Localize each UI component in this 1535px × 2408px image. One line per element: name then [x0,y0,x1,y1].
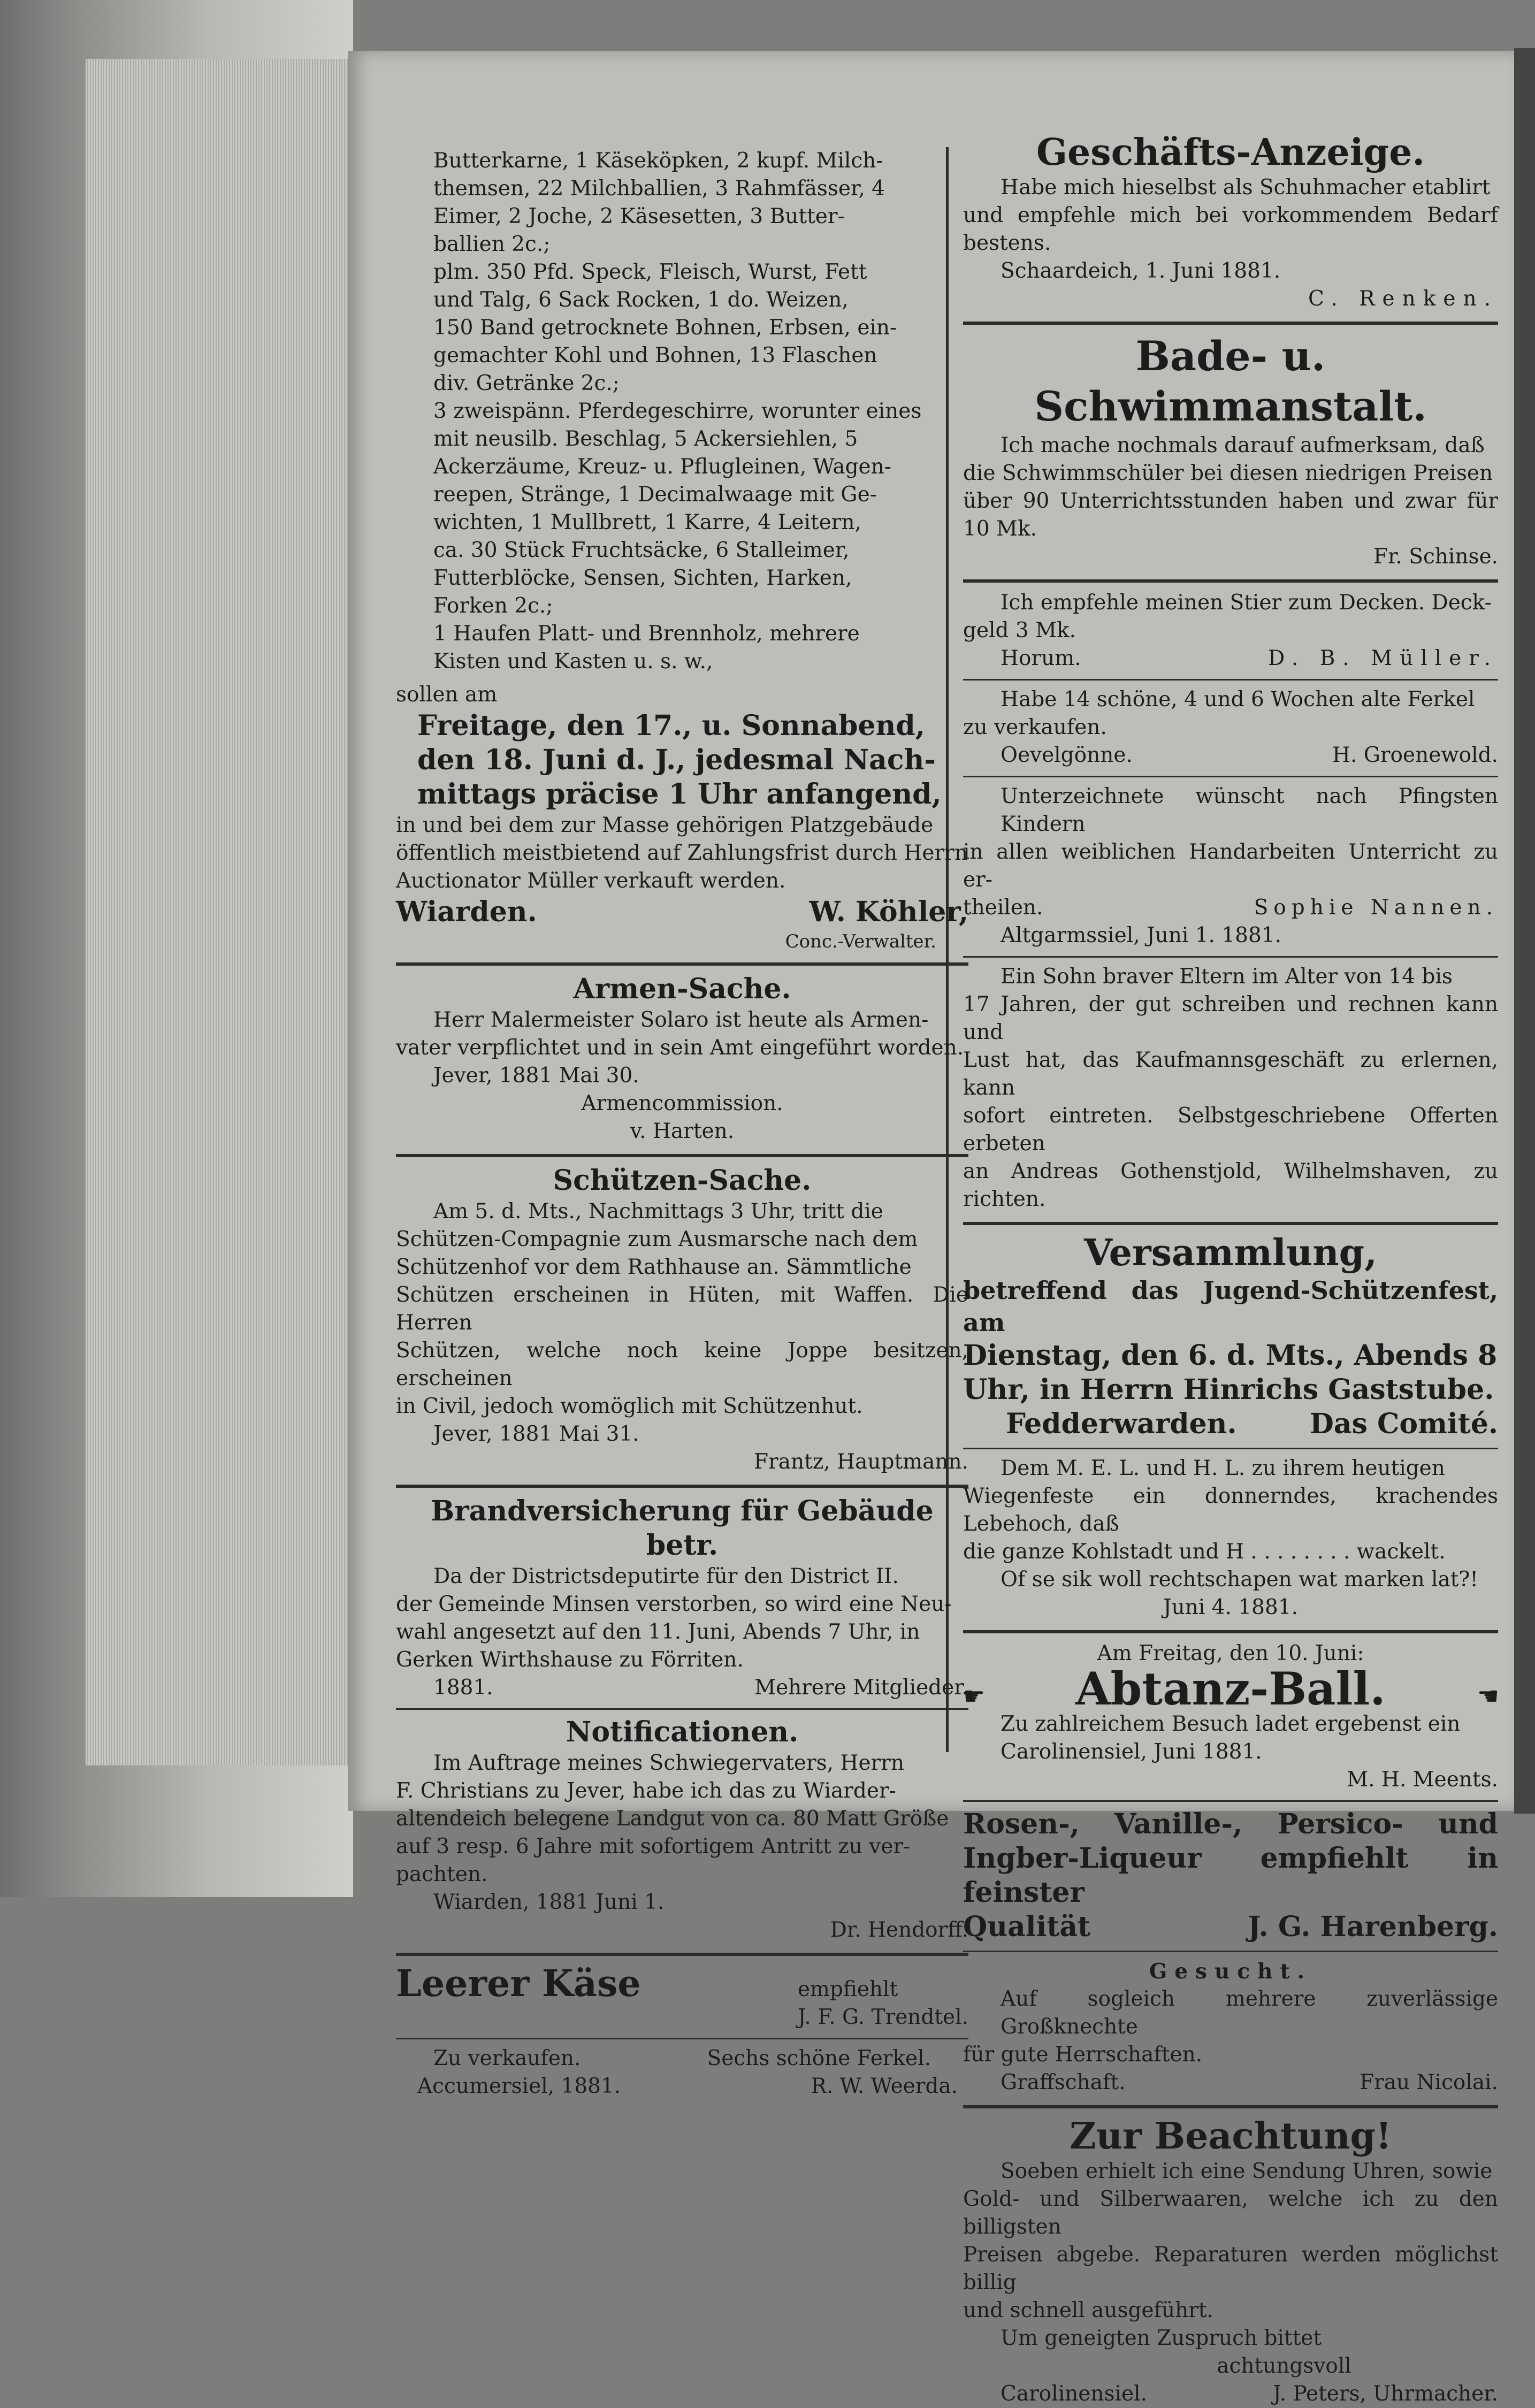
ferkel2-footer [963,741,1498,769]
ball-ad [963,1640,1498,1794]
brand-title: Brandversicherung für Gebäude betr. [431,1495,934,1562]
brand-signer: Mehrere Mitglieder. [754,1676,968,1700]
text-line: div. Getränke 2c.; [433,371,620,395]
text-line: 150 Band getrocknete Bohnen, Erbsen, ein- [433,316,897,340]
text-line: Auctionator Müller verkauft werden. [396,869,786,893]
beachtung-title: Zur Beachtung! [1070,2115,1392,2158]
notif-date: Wiarden, 1881 Juni 1. [433,1890,665,1914]
text-line: geld 3 Mk. [963,618,1076,643]
beachtung-closing: Um geneigten Zuspruch bittet [1001,2326,1322,2350]
text-line: Dem M. E. L. und H. L. zu ihrem heutigen [1001,1456,1445,1480]
likoer-signer: J. G. Harenberg. [1248,1910,1498,1943]
text-line: plm. 350 Pfd. Speck, Fleisch, Wurst, Fett [433,260,867,284]
beachtung-ad [963,2115,1498,2408]
ferkel-place: Accumersiel, 1881. [417,2074,621,2098]
geschaeft-signer: C. Renken. [1308,287,1498,311]
text-line: ca. 30 Stück Fruchtsäcke, 6 Stalleimer, [433,538,850,562]
text-line: Lust hat, das Kaufmannsgeschäft zu erlernen, kann [963,1048,1498,1100]
sale-signature [396,895,968,929]
kaese-right [798,1976,968,2031]
sale-signer-title: Conc.-Verwalter. [785,931,936,952]
geschaeft-ad [963,131,1498,313]
text-line: wahl angesetzt auf den 11. Juni, Abends 7 Uhr, in [396,1620,920,1644]
beachtung-place: Carolinensiel. [1001,2382,1147,2406]
sale-dates [396,709,968,812]
text-line: sofort eintreten. Selbstgeschriebene Offerten erbeten [963,1104,1498,1156]
text-line: Habe 14 schöne, 4 und 6 Wochen alte Ferkel [1001,687,1475,712]
ball-title-row [963,1662,1498,1715]
text-line: Ich mache nochmals darauf aufmerksam, daß [1001,433,1485,457]
text-line: Herr Malermeister Solaro ist heute als Armen- [433,1008,929,1032]
pointing-hand-left-icon: ☛ [963,1681,984,1710]
text-line: Zu zahlreichem Besuch ladet ergebenst ein [1001,1712,1461,1736]
kaese-word: empfiehlt [797,1977,898,2001]
armen-notice [396,972,968,1145]
section-rule [963,1951,1498,1952]
left-column [396,147,968,2100]
text-line: ballien 2c.; [433,232,551,256]
sale-date-line: Freitage, den 17., u. Sonnabend, [417,709,925,742]
sale-place: Wiarden. [396,896,537,928]
text-line: für gute Herrschaften. [963,2043,1203,2067]
gruss-ad [963,1455,1498,1622]
text-line: Eimer, 2 Joche, 2 Käsesetten, 3 Butter- [433,204,845,228]
text-line: Dienstag, den 6. d. Mts., Abends 8 [963,1339,1498,1372]
schuetzen-notice [396,1164,968,1476]
section-rule [963,679,1498,681]
text-line: zu verkaufen. [963,715,1107,739]
text-line: Gold- und Silberwaaren, welche ich zu den billigsten [963,2187,1498,2239]
text-line: F. Christians zu Jever, habe ich das zu Wiarder- [396,1779,896,1803]
text-line: Preisen abgebe. Reparaturen werden möglichst billig [963,2243,1498,2295]
stier-place: Horum. [1001,646,1081,670]
kaese-signer: J. F. G. Trendtel. [797,2005,968,2029]
text-line: und schnell ausgeführt. [963,2298,1213,2322]
bade-signer: Fr. Schinse. [1373,545,1498,569]
text-line: über 90 Unterrichtsstunden haben und zwar für 10 Mk. [963,489,1498,541]
section-rule [963,956,1498,958]
gesucht-place: Graffschaft. [1001,2070,1126,2094]
schuetzen-date: Jever, 1881 Mai 31. [433,1422,639,1446]
ferkel-line: Zu verkaufen. [433,2046,581,2070]
brand-footer [396,1674,968,1702]
text-line: Butterkarne, 1 Käseköpken, 2 kupf. Milch- [433,149,883,173]
section-rule [396,962,968,966]
section-rule [963,1630,1498,1633]
text-line: Forken 2c.; [433,594,553,618]
armen-title: Armen-Sache. [573,973,791,1005]
text-line: Am 5. d. Mts., Nachmittags 3 Uhr, tritt die [433,1199,883,1224]
text-line: Schützen erscheinen in Hüten, mit Waffen. Die Herren [396,1283,968,1335]
text-line: 3 zweispänn. Pferdegeschirre, worunter eines [433,399,922,423]
text-line: 17 Jahren, der gut schreiben und rechnen kann und [963,992,1498,1044]
ball-pre: Am Freitag, den 10. Juni: [1097,1641,1364,1665]
notif-title: Notificationen. [566,1716,799,1748]
text-line: auf 3 resp. 6 Jahre mit sofortigem Antritt zu ver- [396,1834,911,1859]
section-rule [963,2105,1498,2108]
text-line: Gerken Wirthshause zu Förriten. [396,1648,744,1672]
inventory-list [396,147,968,676]
ferkel-ad-line2 [396,2073,968,2100]
gesucht-footer [963,2069,1498,2097]
ball-signer: M. H. Meents. [1347,1768,1498,1792]
text-line: und empfehle mich bei vorkommendem Bedarf bestens. [963,203,1498,255]
section-rule [963,579,1498,583]
text-line: 1 Haufen Platt- und Brennholz, mehrere [433,622,860,646]
handarbeit-signer: Sophie Nannen. [1254,896,1498,920]
armen-date: Jever, 1881 Mai 30. [433,1064,639,1088]
text-line: öffentlich meistbietend auf Zahlungsfrist durch Herrn [396,841,968,865]
section-rule [963,1448,1498,1449]
text-line: mit neusilb. Beschlag, 5 Ackersiehlen, 5 [433,427,858,451]
notif-notice [396,1715,968,1944]
text-line: in und bei dem zur Masse gehörigen Platzgebäude [396,813,934,837]
brand-year: 1881. [433,1676,493,1700]
gesucht-title: Gesucht. [1149,1959,1312,1984]
likoer-footer [963,1910,1498,1944]
ferkel2-ad [963,686,1498,769]
text-line: Ein Sohn braver Eltern im Alter von 14 bis [1001,965,1453,989]
gesucht-ad [963,1958,1498,2097]
text-line: Wiegenfeste ein donnerndes, krachendes Lebehoch, daß [963,1484,1498,1536]
text-line: Schützenhof vor dem Rathhause an. Sämmtliche [396,1255,912,1279]
text-line: in allen weiblichen Handarbeiten Unterricht zu er- [963,840,1498,892]
sale-date-line: den 18. Juni d. J., jedesmal Nach- [417,744,936,776]
section-rule [396,1485,968,1488]
text-line: und Talg, 6 Sack Rocken, 1 do. Weizen, [433,288,849,312]
ferkel-signer: R. W. Weerda. [811,2074,958,2098]
schuetzen-title: Schützen-Sache. [553,1164,812,1197]
armen-org: Armencommission. [581,1091,783,1115]
text-line: wichten, 1 Mullbrett, 1 Karre, 4 Leitern, [433,510,861,534]
binding-spine [1514,48,1535,1814]
bade-ad [963,331,1498,571]
sale-signer: W. Köhler, [809,896,968,928]
ferkel-ad-line1 [396,2045,968,2073]
text-line: Unterzeichnete wünscht nach Pfingsten Kindern [1001,784,1498,836]
section-rule [963,1222,1498,1225]
versammlung-footer [963,1407,1498,1441]
handarbeit-date: Altgarmssiel, Juni 1. 1881. [1001,923,1281,947]
lehrling-ad [963,963,1498,1213]
geschaeft-title: Geschäfts-Anzeige. [1036,131,1425,174]
text-line: Im Auftrage meines Schwiegervaters, Herrn [433,1751,904,1775]
section-rule [963,776,1498,777]
likoer-ad [963,1807,1498,1944]
text-line: betreffend das Jugend-Schützenfest, am [963,1276,1498,1337]
text-line: themsen, 22 Milchballien, 3 Rahmfässer, 4 [433,177,885,201]
kaese-title: Leerer Käse [396,1962,641,2005]
page-stack-edge [86,59,353,1765]
section-rule [396,1953,968,1956]
versammlung-place: Fedderwarden. [1006,1408,1237,1440]
versammlung-signer: Das Comité. [1309,1408,1498,1440]
text-line: Schützen-Compagnie zum Ausmarsche nach dem [396,1227,918,1251]
section-rule [396,1708,968,1710]
sale-intro: sollen am [396,683,498,707]
text-line: Ackerzäume, Kreuz- u. Pflugleinen, Wagen- [433,455,891,479]
section-rule [963,1800,1498,1802]
versammlung-title: Versammlung, [1084,1232,1377,1274]
text-line: Futterblöcke, Sensen, Sichten, Harken, [433,566,852,590]
text-line: Uhr, in Herrn Hinrichs Gaststube. [963,1373,1494,1406]
ferkel2-place: Oevelgönne. [1001,743,1133,767]
notif-signer: Dr. Hendorff. [830,1918,968,1942]
newspaper-page [348,51,1514,2406]
text-line: Of se sik woll rechtschapen wat marken lat?! [1001,1568,1478,1592]
bade-title: Bade- u. Schwimmanstalt. [1034,332,1427,430]
section-rule [396,1154,968,1157]
ball-title: Abtanz-Ball. [1075,1662,1386,1715]
beachtung-signer: J. Peters, Uhrmacher. [1273,2382,1498,2406]
handarbeit-footer [963,894,1498,922]
beachtung-closing2: achtungsvoll [1217,2354,1351,2378]
kaese-ad [396,1962,968,2031]
gruss-date: Juni 4. 1881. [1163,1595,1298,1619]
text-line: an Andreas Gothenstjold, Wilhelmshaven, zu richten. [963,1159,1498,1211]
armen-signer: v. Harten. [630,1119,735,1143]
handarbeit-ad [963,783,1498,950]
text-line: Da der Districtsdeputirte für den District II. [433,1564,899,1588]
text-line: vater verpflichtet und in sein Amt eingeführt worden. [396,1036,964,1060]
ferkel-line: Sechs schöne Ferkel. [707,2046,931,2070]
text-line: altendeich belegene Landgut von ca. 80 Matt Größe [396,1807,949,1831]
text-line: Schützen, welche noch keine Joppe besitzen, erscheinen [396,1339,968,1390]
geschaeft-date: Schaardeich, 1. Juni 1881. [1001,259,1281,283]
text-line: theilen. [963,896,1043,920]
text-line: Rosen-, Vanille-, Persico- und [963,1808,1498,1840]
stier-ad [963,589,1498,672]
brand-notice [396,1494,968,1702]
text-line: gemachter Kohl und Bohnen, 13 Flaschen [433,343,877,368]
stier-footer [963,645,1498,672]
beachtung-footer [963,2380,1498,2408]
ball-date: Carolinensiel, Juni 1881. [1001,1740,1262,1764]
schuetzen-signer: Frantz, Hauptmann. [754,1450,968,1474]
text-line: der Gemeinde Minsen verstorben, so wird eine Neu- [396,1592,952,1616]
gesucht-signer: Frau Nicolai. [1360,2070,1498,2094]
text-line: die ganze Kohlstadt und H . . . . . . . . wackelt. [963,1540,1446,1564]
stier-signer: D. B. Müller. [1268,646,1498,670]
section-rule [963,322,1498,325]
text-line: Qualität [963,1910,1091,1943]
text-line: in Civil, jedoch womöglich mit Schützenhut. [396,1394,863,1418]
ferkel2-signer: H. Groenewold. [1332,743,1498,767]
sale-date-line: mittags präcise 1 Uhr anfangend, [417,778,942,811]
text-line: die Schwimmschüler bei diesen niedrigen Preisen [963,461,1493,485]
text-line: Soeben erhielt ich eine Sendung Uhren, sowie [1001,2159,1493,2183]
text-line: pachten. [396,1862,488,1886]
right-column [963,131,1498,2408]
section-rule [396,2038,968,2039]
text-line: reepen, Stränge, 1 Decimalwaage mit Ge- [433,483,877,507]
text-line: Kisten und Kasten u. s. w., [433,649,713,674]
pointing-hand-right-icon: ☚ [1477,1681,1498,1710]
text-line: Habe mich hieselbst als Schuhmacher etablirt [1001,175,1491,200]
text-line: Ich empfehle meinen Stier zum Decken. Deck- [1001,591,1492,615]
versammlung-ad [963,1232,1498,1441]
text-line: Ingber-Liqueur empfiehlt in feinster [963,1842,1498,1909]
text-line: Auf sogleich mehrere zuverlässige Großknechte [1001,1987,1498,2039]
